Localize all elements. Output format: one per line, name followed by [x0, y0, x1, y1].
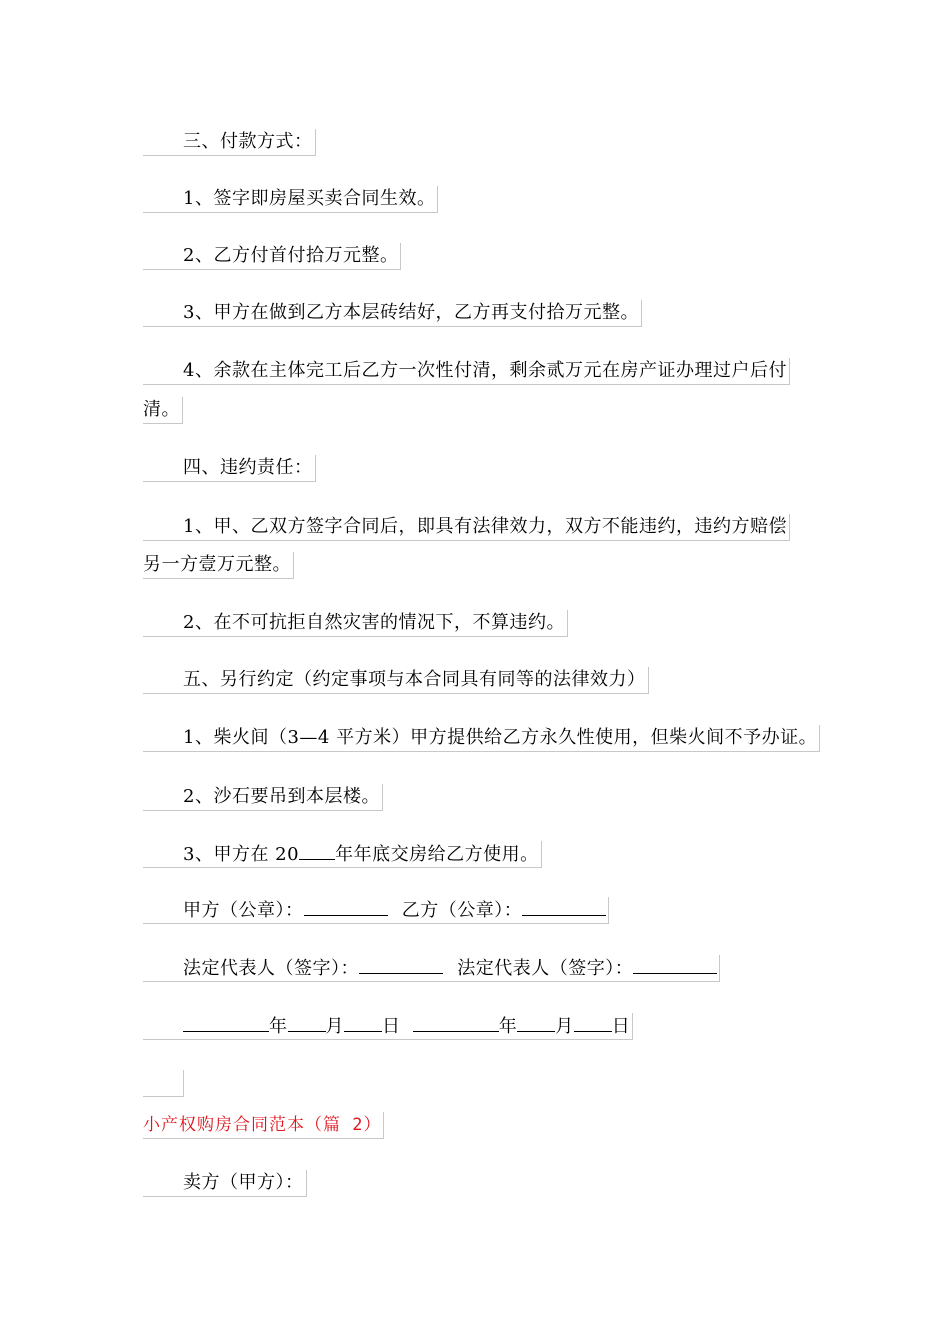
rep-b-sign-blank[interactable] [633, 955, 717, 974]
signature-representatives: 法定代表人（签字）： 法定代表人（签字）： [143, 955, 720, 982]
paragraph-4-1: 1、甲、乙双方签字合同后，即具有法律效力，双方不能违约，违约方赔偿 [143, 514, 790, 541]
empty-paragraph [143, 1070, 184, 1101]
paragraph-3-1: 1、签字即房屋买卖合同生效。 [143, 186, 438, 213]
paragraph-3-4: 4、余款在主体完工后乙方一次性付清，剩余贰万元在房产证办理过户后付 [143, 358, 790, 385]
party-a-seal-blank[interactable] [304, 897, 388, 916]
year-a-blank[interactable] [183, 1013, 269, 1032]
signature-parties: 甲方（公章）： 乙方（公章）： [143, 897, 609, 924]
year-b-blank[interactable] [413, 1013, 499, 1032]
paragraph-5-2: 2、沙石要吊到本层楼。 [143, 784, 383, 811]
paragraph-4-2: 2、在不可抗拒自然灾害的情况下，不算违约。 [143, 610, 568, 637]
next-contract-title: 小产权购房合同范本（篇 2） [143, 1112, 384, 1139]
paragraph-3-4-cont: 清。 [143, 397, 183, 424]
paragraph-5-3: 3、甲方在 20 年年底交房给乙方使用。 [143, 841, 542, 868]
rep-a-sign-blank[interactable] [359, 955, 443, 974]
paragraph-3-2: 2、乙方付首付拾万元整。 [143, 243, 401, 270]
seller-label: 卖方（甲方）： [143, 1170, 307, 1197]
day-b-blank[interactable] [574, 1013, 612, 1032]
month-a-blank[interactable] [288, 1013, 326, 1032]
day-a-blank[interactable] [344, 1013, 382, 1032]
month-b-blank[interactable] [517, 1013, 555, 1032]
paragraph-5-1: 1、柴火间（3—4 平方米）甲方提供给乙方永久性使用，但柴火间不予办证。 [143, 725, 820, 752]
section-3-heading: 三、付款方式： [143, 129, 316, 156]
paragraph-3-3: 3、甲方在做到乙方本层砖结好，乙方再支付拾万元整。 [143, 300, 642, 327]
paragraph-4-1-cont: 另一方壹万元整。 [143, 552, 294, 579]
section-5-heading: 五、另行约定（约定事项与本合同具有同等的法律效力） [143, 667, 649, 694]
section-4-heading: 四、违约责任： [143, 455, 316, 482]
signature-dates: 年 月 日 年 月 日 [143, 1013, 633, 1040]
party-b-seal-blank[interactable] [522, 897, 606, 916]
